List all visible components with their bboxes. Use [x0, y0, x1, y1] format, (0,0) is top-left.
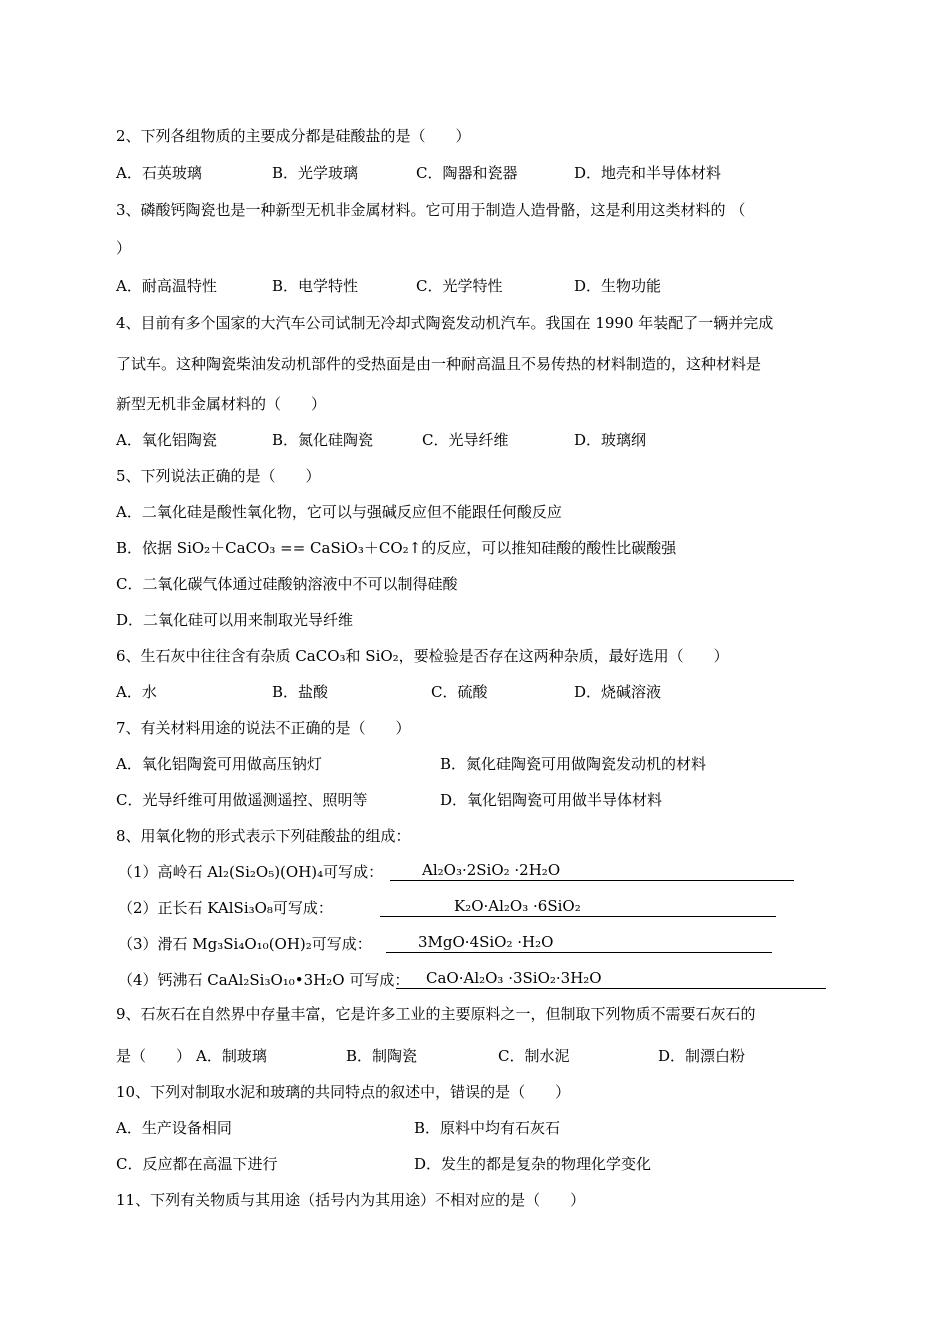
- question-7-stem: 7、有关材料用途的说法不正确的是（ ）: [116, 719, 411, 737]
- q5-option-a: A．二氧化硅是酸性氧化物，它可以与强碱反应但不能跟任何酸反应: [116, 503, 562, 521]
- q4-option-d: D．玻璃纲: [574, 431, 647, 449]
- q8-item-4-answer: CaO·Al₂O₃ ·3SiO₂·3H₂O: [426, 969, 602, 987]
- q7-option-c: C．光导纤维可用做遥测遥控、照明等: [116, 791, 368, 809]
- question-2-stem: 2、下列各组物质的主要成分都是硅酸盐的是（ ）: [116, 127, 471, 145]
- question-3-stem-line1: 3、磷酸钙陶瓷也是一种新型无机非金属材料。它可用于制造人造骨骼，这是利用这类材料的 （: [116, 201, 746, 219]
- q8-item-1-answer-blank: [390, 860, 794, 881]
- q3-option-b: B．电学特性: [272, 277, 359, 295]
- q9-option-d: D．制漂白粉: [658, 1047, 746, 1065]
- question-10-stem: 10、下列对制取水泥和玻璃的共同特点的叙述中，错误的是（ ）: [116, 1083, 571, 1101]
- q8-item-3-answer-blank: [386, 932, 772, 953]
- q5-option-b: B．依据 SiO₂＋CaCO₃ == CaSiO₃＋CO₂↑的反应，可以推知硅酸的酸性比碳酸强: [116, 539, 677, 557]
- q6-option-b: B．盐酸: [272, 683, 329, 701]
- q7-option-d: D．氧化铝陶瓷可用做半导体材料: [440, 791, 663, 809]
- question-6-stem: 6、生石灰中往往含有杂质 CaCO₃和 SiO₂，要检验是否存在这两种杂质，最好选用（ ）: [116, 647, 729, 665]
- q3-option-c: C．光学特性: [416, 277, 503, 295]
- question-8-stem: 8、用氧化物的形式表示下列硅酸盐的组成：: [116, 827, 411, 845]
- q8-item-2-label: （2）正长石 KAlSi₃O₈可写成：: [118, 899, 333, 917]
- q7-option-b: B．氮化硅陶瓷可用做陶瓷发动机的材料: [440, 755, 707, 773]
- q6-option-d: D．烧碱溶液: [574, 683, 662, 701]
- q4-option-b: B．氮化硅陶瓷: [272, 431, 374, 449]
- q2-option-a: A．石英玻璃: [116, 164, 202, 182]
- q6-option-a: A．水: [116, 683, 157, 701]
- q8-item-3-answer: 3MgO·4SiO₂ ·H₂O: [418, 933, 554, 951]
- q8-item-1-label: （1）高岭石 Al₂(Si₂O₅)(OH)₄可写成：: [118, 863, 384, 881]
- q8-item-3-label: （3）滑石 Mg₃Si₄O₁₀(OH)₂可写成：: [118, 935, 372, 953]
- question-4-stem-line2: 了试车。这种陶瓷柴油发动机部件的受热面是由一种耐高温且不易传热的材料制造的，这种材料是: [116, 355, 762, 373]
- q7-option-a: A．氧化铝陶瓷可用做高压钠灯: [116, 755, 322, 773]
- question-11-stem: 11、下列有关物质与其用途（括号内为其用途）不相对应的是（ ）: [116, 1191, 586, 1209]
- q4-option-a: A．氧化铝陶瓷: [116, 431, 217, 449]
- q2-option-d: D．地壳和半导体材料: [574, 164, 722, 182]
- question-3-stem-line2: ）: [116, 239, 132, 257]
- q8-item-1-answer: Al₂O₃·2SiO₂ ·2H₂O: [422, 861, 561, 879]
- q8-item-2-answer: K₂O·Al₂O₃ ·6SiO₂: [454, 897, 581, 915]
- question-9-stem-line2: 是（ ）: [116, 1047, 192, 1065]
- q8-item-4-label: （4）钙沸石 CaAl₂Si₃O₁₀•3H₂O 可写成：: [118, 971, 410, 989]
- q2-option-b: B．光学玻璃: [272, 164, 359, 182]
- q9-option-a: A．制玻璃: [196, 1047, 267, 1065]
- q3-option-a: A．耐高温特性: [116, 277, 217, 295]
- q8-item-4-answer-blank: [396, 968, 826, 989]
- q5-option-d: D．二氧化硅可以用来制取光导纤维: [116, 611, 354, 629]
- q10-option-a: A．生产设备相同: [116, 1119, 232, 1137]
- q10-option-c: C．反应都在高温下进行: [116, 1155, 278, 1173]
- q5-option-c: C．二氧化碳气体通过硅酸钠溶液中不可以制得硅酸: [116, 575, 458, 593]
- q2-option-c: C．陶器和瓷器: [416, 164, 518, 182]
- q9-option-c: C．制水泥: [498, 1047, 570, 1065]
- question-4-stem-line1: 4、目前有多个国家的大汽车公司试制无冷却式陶瓷发动机汽车。我国在 1990 年装配了一辆并完成: [116, 314, 774, 332]
- q4-option-c: C．光导纤维: [422, 431, 509, 449]
- question-9-stem-line1: 9、石灰石在自然界中存量丰富，它是许多工业的主要原料之一，但制取下列物质不需要石灰石的: [116, 1005, 756, 1023]
- q9-option-b: B．制陶瓷: [346, 1047, 418, 1065]
- q3-option-d: D．生物功能: [574, 277, 662, 295]
- question-4-stem-line3: 新型无机非金属材料的（ ）: [116, 395, 327, 413]
- q8-item-2-answer-blank: [380, 896, 776, 917]
- q10-option-b: B．原料中均有石灰石: [414, 1119, 561, 1137]
- q6-option-c: C．硫酸: [431, 683, 488, 701]
- q10-option-d: D．发生的都是复杂的物理化学变化: [414, 1155, 652, 1173]
- question-5-stem: 5、下列说法正确的是（ ）: [116, 467, 321, 485]
